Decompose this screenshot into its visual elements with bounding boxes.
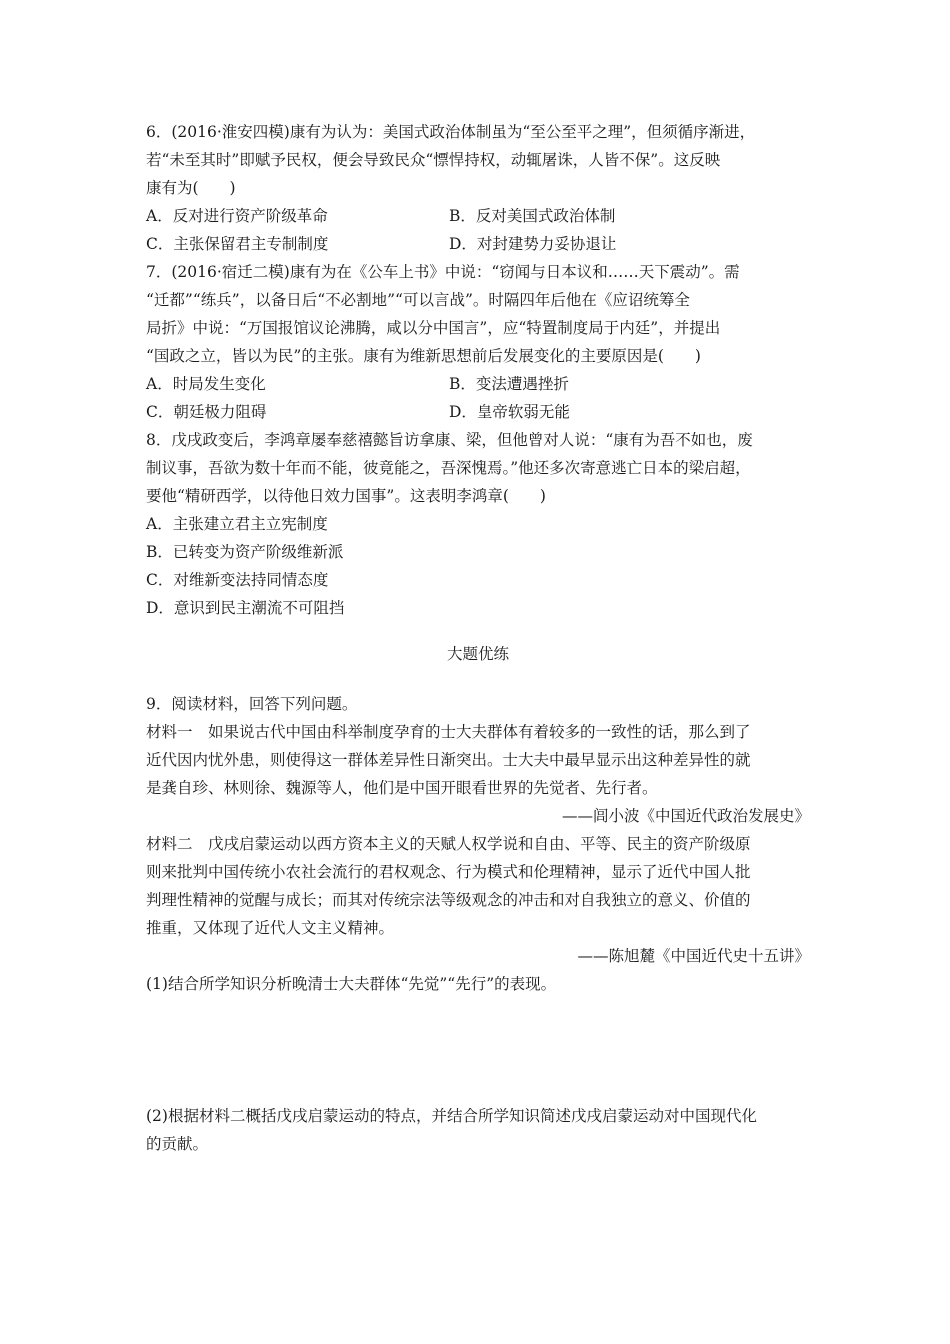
question-6-option-c: C．主张保留君主专制制度 xyxy=(146,235,329,253)
material-1-source: ——闾小波《中国近代政治发展史》 xyxy=(561,807,810,825)
question-7-line-4: “国政之立，皆以为民”的主张。康有为维新思想前后发展变化的主要原因是( ) xyxy=(146,347,701,365)
question-8-option-a: A．主张建立君主立宪制度 xyxy=(146,515,328,533)
question-7-option-a: A．时局发生变化 xyxy=(146,375,266,393)
material-2-line-2: 则来批判中国传统小农社会流行的君权观念、行为模式和伦理精神，显示了近代中国人批 xyxy=(146,863,751,881)
material-1-line-1: 材料一 如果说古代中国由科举制度孕育的士大夫群体有着较多的一致性的话，那么到了 xyxy=(146,723,751,741)
material-1-line-2: 近代因内忧外患，则使得这一群体差异性日渐突出。士大夫中最早显示出这种差异性的就 xyxy=(146,751,751,769)
question-8-line-2: 制议事，吾欲为数十年而不能，彼竟能之，吾深愧焉。”他还多次寄意逃亡日本的梁启超， xyxy=(146,459,751,477)
question-7-option-b: B．变法遭遇挫折 xyxy=(449,375,569,393)
material-2-source: ——陈旭麓《中国近代史十五讲》 xyxy=(577,947,810,965)
question-8-option-d: D．意识到民主潮流不可阻挡 xyxy=(146,599,345,617)
section-title: 大题优练 xyxy=(446,645,509,663)
question-6-line-3: 康有为( ) xyxy=(146,179,236,197)
question-7-options-row-1 xyxy=(146,370,810,398)
question-6-options-row-2 xyxy=(146,230,810,258)
question-6-line-1: 6．(2016·淮安四模)康有为认为：美国式政治体制虽为“至公至平之理”，但须循序渐进， xyxy=(146,123,756,141)
material-2 xyxy=(146,830,810,970)
question-8-option-c: C．对维新变法持同情态度 xyxy=(146,571,329,589)
question-6-option-b: B．反对美国式政治体制 xyxy=(449,207,616,225)
question-6-line-2: 若“未至其时”即赋予民权，便会导致民众“慓悍持权，动辄屠诛，人皆不保”。这反映 xyxy=(146,151,721,169)
material-2-line-3: 判理性精神的觉醒与成长；而其对传统宗法等级观念的冲击和对自我独立的意义、价值的 xyxy=(146,891,751,909)
question-7-line-1: 7．(2016·宿迁二模)康有为在《公车上书》中说：“窃闻与日本议和……天下震动”。需 xyxy=(146,263,740,281)
question-6-option-a: A．反对进行资产阶级革命 xyxy=(146,207,328,225)
question-6-options-row-1 xyxy=(146,202,810,230)
sub-question-2 xyxy=(146,1102,810,1158)
question-8-option-b: B．已转变为资产阶级维新派 xyxy=(146,543,344,561)
question-7-line-3: 局折》中说：“万国报馆议论沸腾，咸以分中国言”，应“特置制度局于内廷”，并提出 xyxy=(146,319,721,337)
question-8 xyxy=(146,426,810,622)
sub-question-2-line-2: 的贡献。 xyxy=(146,1135,209,1153)
sub-question-1: (1)结合所学知识分析晚清士大夫群体“先觉”“先行”的表现。 xyxy=(146,975,557,993)
sub-question-2-line-1: (2)根据材料二概括戊戌启蒙运动的特点，并结合所学知识简述戊戌启蒙运动对中国现代化 xyxy=(146,1107,757,1125)
question-9 xyxy=(146,690,810,1158)
question-7-option-d: D．皇帝软弱无能 xyxy=(449,403,570,421)
question-6-option-d: D．对封建势力妥协退让 xyxy=(449,235,617,253)
material-1-line-3: 是龚自珍、林则徐、魏源等人，他们是中国开眼看世界的先觉者、先行者。 xyxy=(146,779,658,797)
question-7 xyxy=(146,258,810,426)
question-7-line-2: “迁都”“练兵”，以备日后“不必割地”“可以言战”。时隔四年后他在《应诏统筹全 xyxy=(146,291,690,309)
material-1 xyxy=(146,718,810,830)
question-9-intro: 9．阅读材料，回答下列问题。 xyxy=(146,695,358,713)
material-2-line-1: 材料二 戊戌启蒙运动以西方资本主义的天赋人权学说和自由、平等、民主的资产阶级原 xyxy=(146,835,751,853)
document-content xyxy=(146,118,810,1158)
question-6 xyxy=(146,118,810,258)
question-7-option-c: C．朝廷极力阻碍 xyxy=(146,403,267,421)
answer-space-1 xyxy=(146,998,810,1102)
question-8-line-3: 要他“精研西学，以待他日效力国事”。这表明李鸿章( ) xyxy=(146,487,546,505)
material-2-line-4: 推重，又体现了近代人文主义精神。 xyxy=(146,919,395,937)
question-8-line-1: 8．戊戌政变后，李鸿章屡奉慈禧懿旨访拿康、梁，但他曾对人说：“康有为吾不如也，废 xyxy=(146,431,753,449)
question-7-options-row-2 xyxy=(146,398,810,426)
